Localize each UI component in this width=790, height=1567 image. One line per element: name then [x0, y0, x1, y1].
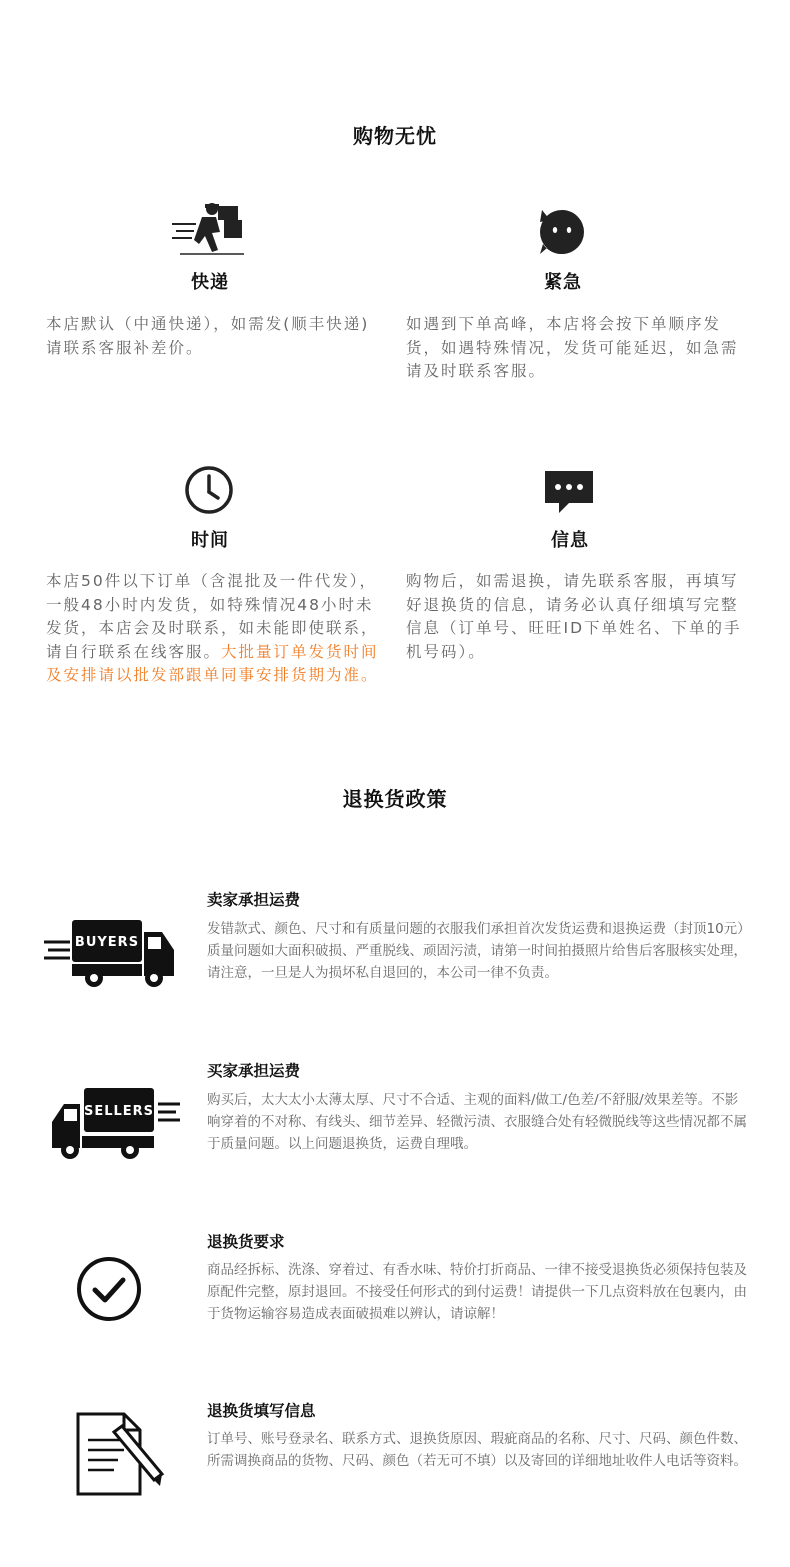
clock-icon — [184, 465, 234, 519]
delivery-runner-icon — [172, 200, 248, 262]
policy-text-seller-pays: 发错款式、颜色、尺寸和有质量问题的衣服我们承担首次发货运费和退换运费（封顶10元）质量问题如大面积破损、严重脱线、顽固污渍，请第一时间拍摄照片给售后客服核实处理，请注意，一旦是人为损坏私自退回的，本公司一律不负责。 — [207, 921, 747, 981]
feature-text-time-main: 本店50件以下订单（含混批及一件代发），一般48小时内发货，如特殊情况48小时未发货，本店会及时联系，如未能即使联系，请自行联系在线客服。 — [46, 572, 379, 661]
feature-title-express: 快递 — [191, 272, 229, 293]
buyers-truck-label: BUYERS — [74, 935, 140, 950]
policy-title-seller-pays: 卖家承担运费 — [207, 891, 301, 909]
feature-text-express: 本店默认（中通快递），如需发(顺丰快递)请联系客服补差价。 — [46, 315, 370, 357]
sellers-truck-icon — [48, 1084, 184, 1166]
policy-title-return-requirements: 退换货要求 — [207, 1233, 285, 1251]
section-title-worry-free: 购物无忧 — [353, 124, 437, 148]
message-icon — [543, 469, 595, 519]
policy-text-return-info: 订单号、账号登录名、联系方式、退换货原因、瑕疵商品的名称、尺寸、尺码、颜色件数、所需调换商品的货物、尺码、颜色（若无可不填）以及寄回的详细地址收件人电话等资料。 — [207, 1431, 747, 1469]
feature-text-info: 购物后，如需退换，请先联系客服，再填写好退换货的信息，请务必认真仔细填写完整信息（订单号、旺旺ID下单姓名、下单的手机号码）。 — [406, 572, 742, 661]
policy-title-buyer-pays: 买家承担运费 — [207, 1062, 301, 1080]
feature-title-time: 时间 — [191, 530, 229, 551]
section-title-return-policy: 退换货政策 — [342, 787, 448, 811]
sellers-truck-label: SELLERS — [83, 1104, 155, 1119]
feature-title-urgent: 紧急 — [544, 272, 582, 293]
buyers-truck-icon — [44, 912, 180, 994]
policy-text-return-requirements: 商品经拆标、洗涤、穿着过、有香水味、特价打折商品、一律不接受退换货必须保持包装及原配件完整，原封退回。不接受任何形式的到付运费！请提供一下几点资料放在包裹内，由于货物运输容易造成表面破损难以辨认，请谅解！ — [207, 1262, 747, 1322]
policy-title-return-info: 退换货填写信息 — [207, 1402, 316, 1420]
document-pen-icon — [74, 1410, 166, 1504]
feature-title-info: 信息 — [551, 530, 589, 551]
feature-text-time-highlight: 大批量订单发货时间及安排请以批发部跟单同事安排货期为准。 — [46, 642, 379, 684]
feature-text-urgent: 如遇到下单高峰，本店将会按下单顺序发货，如遇特殊情况，发货可能延迟，如急需请及时联系客服。 — [406, 315, 739, 380]
feature-text-time — [46, 570, 382, 688]
check-circle-icon — [76, 1256, 142, 1326]
policy-text-buyer-pays: 购买后，太大太小太薄太厚、尺寸不合适、主观的面料/做工/色差/不舒服/效果差等。不影响穿着的不对称、有线头、细节差异、轻微污渍、衣服缝合处有轻微脱线等这些情况都不属于质量问题。以上问题退换货，运费自理哦。 — [207, 1092, 747, 1152]
chat-bubble-icon — [538, 208, 586, 260]
